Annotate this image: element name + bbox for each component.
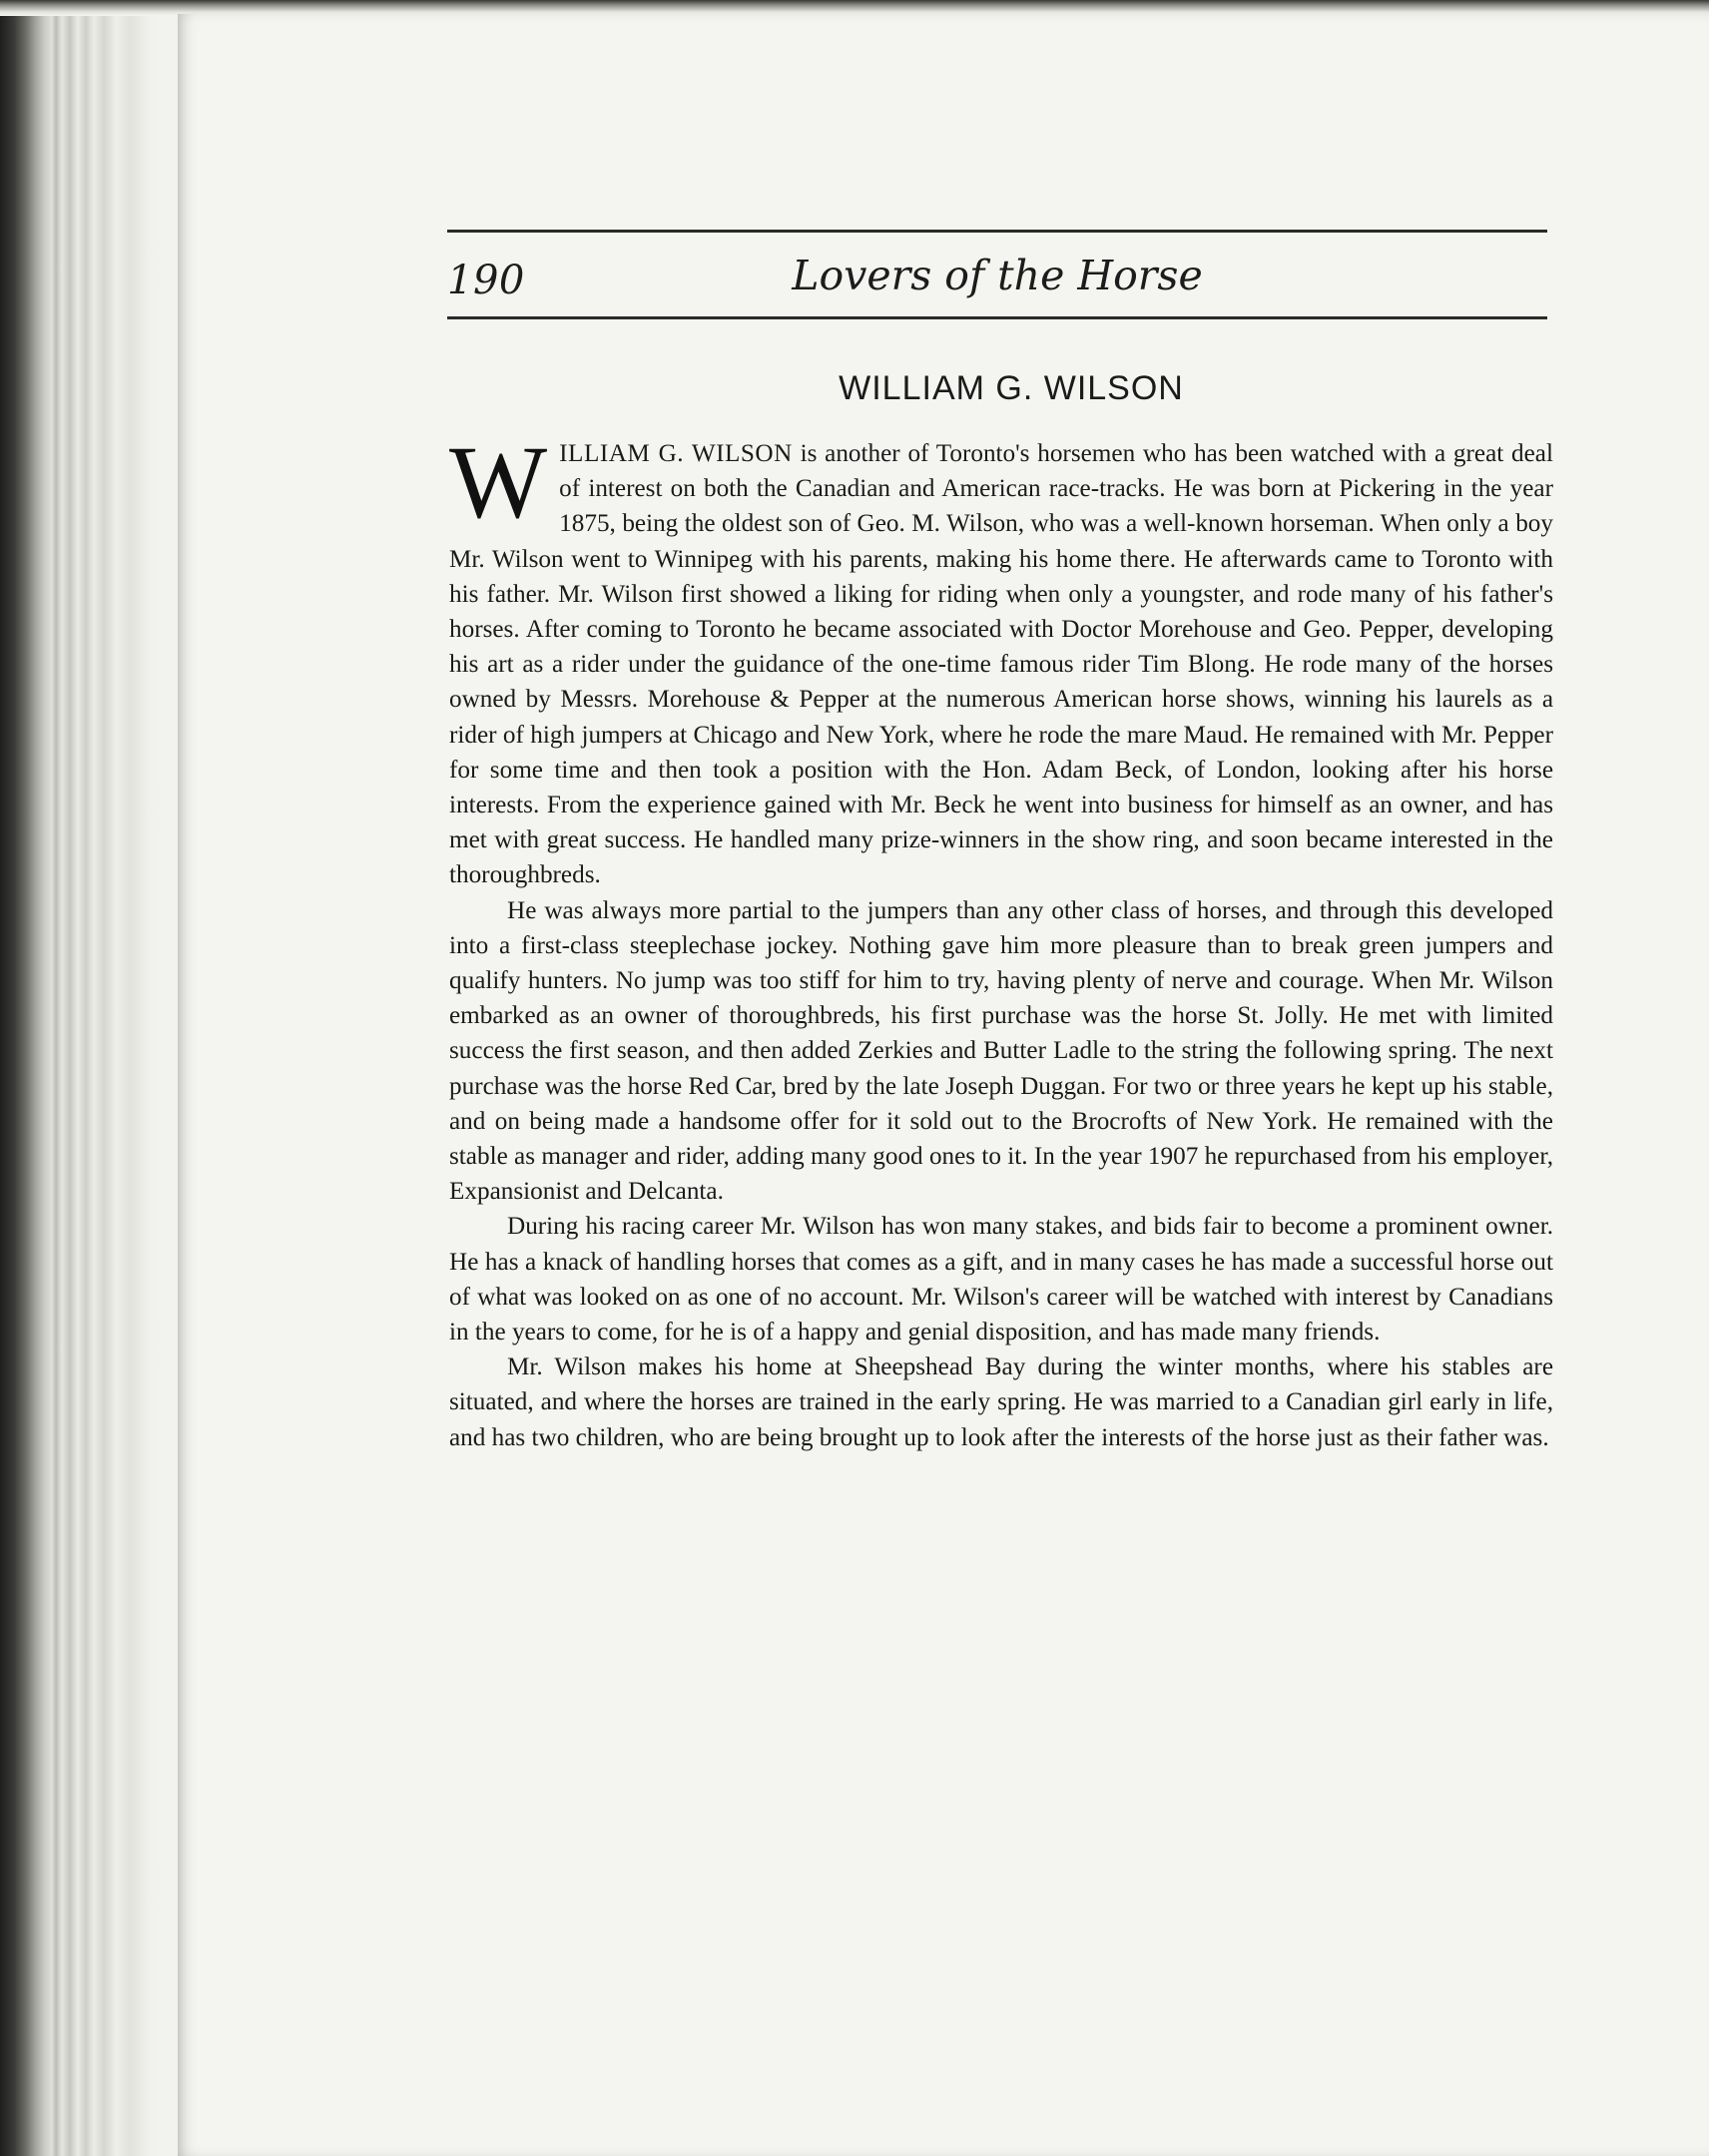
running-header <box>447 248 1547 307</box>
paragraph-1-text: is another of Toronto's horsemen who has been watched with a great deal of interest on both the Canadian and American race-tracks. He was born at Pickering in the year 1875, being the oldest son of Geo. M. Wilson, who was a well-known horseman. When only a boy Mr. Wilson went to Winnipeg with his parents, making his home there. He afterwards came to Toronto with his father. Mr. Wilson first showed a liking for riding when only a youngster, and rode many of his father's horses. After coming to Toronto he became associated with Doctor Morehouse and Geo. Pepper, developing his art as a rider under the guidance of the one-time famous rider Tim Blong. He rode many of the horses owned by Messrs. Morehouse & Pepper at the numerous American horse shows, winning his laurels as a rider of high jumpers at Chicago and New York, where he rode the mare Maud. He remained with Mr. Pepper for some time and then took a position with the Hon. Adam Beck, of London, looking after his horse interests. From the experience gained with Mr. Beck he went into business for himself as an owner, and has met with great success. He handled many prize-winners in the show ring, and soon became interested in the thoroughbreds. <box>449 440 1553 889</box>
book-binding-edges <box>0 0 190 2156</box>
drop-cap: W <box>449 425 548 540</box>
article <box>449 369 1553 1455</box>
running-title: Lovers of the Horse <box>792 252 1203 299</box>
header-rule-bottom <box>447 316 1547 319</box>
page-number: 190 <box>447 258 525 303</box>
lead-in-caps: ILLIAM G. WILSON <box>559 440 793 467</box>
header-rule-top <box>447 230 1547 233</box>
paragraph-1 <box>449 425 1553 893</box>
article-title: WILLIAM G. WILSON <box>839 369 1184 407</box>
paragraph-2: He was always more partial to the jumpers than any other class of horses, and through this developed into a first-class steeplechase jockey. Nothing gave him more pleasure than to break green jumpers and qualify hunters. No jump was too stiff for him to try, having plenty of nerve and courage. When Mr. Wilson embarked as an owner of thoroughbreds, his first purchase was the horse St. Jolly. He met with limited success the first season, and then added Zerkies and Butter Ladle to the string the following spring. The next purchase was the horse Red Car, bred by the late Joseph Duggan. For two or three years he kept up his stable, and on being made a handsome offer for it sold out to the Brocrofts of New York. He remained with the stable as manager and rider, adding many good ones to it. In the year 1907 he repurchased from his employer, Expansionist and Delcanta. <box>449 896 1553 1206</box>
paragraph-3: During his racing career Mr. Wilson has won many stakes, and bids fair to become a prominent owner. He has a knack of handling horses that comes as a gift, and in many cases he has made a successful horse out of what was looked on as one of no account. Mr. Wilson's career will be watched with interest by Canadians in the years to come, for he is of a happy and genial disposition, and has made many friends. <box>449 1213 1553 1347</box>
article-body <box>449 425 1553 1455</box>
paragraph-4: Mr. Wilson makes his home at Sheepshead Bay during the winter months, where his stables are situated, and where the horses are trained in the early spring. He was married to a Canadian girl early in life, and has two children, who are being brought up to look after the interests of the horse just as their father was. <box>449 1353 1553 1451</box>
